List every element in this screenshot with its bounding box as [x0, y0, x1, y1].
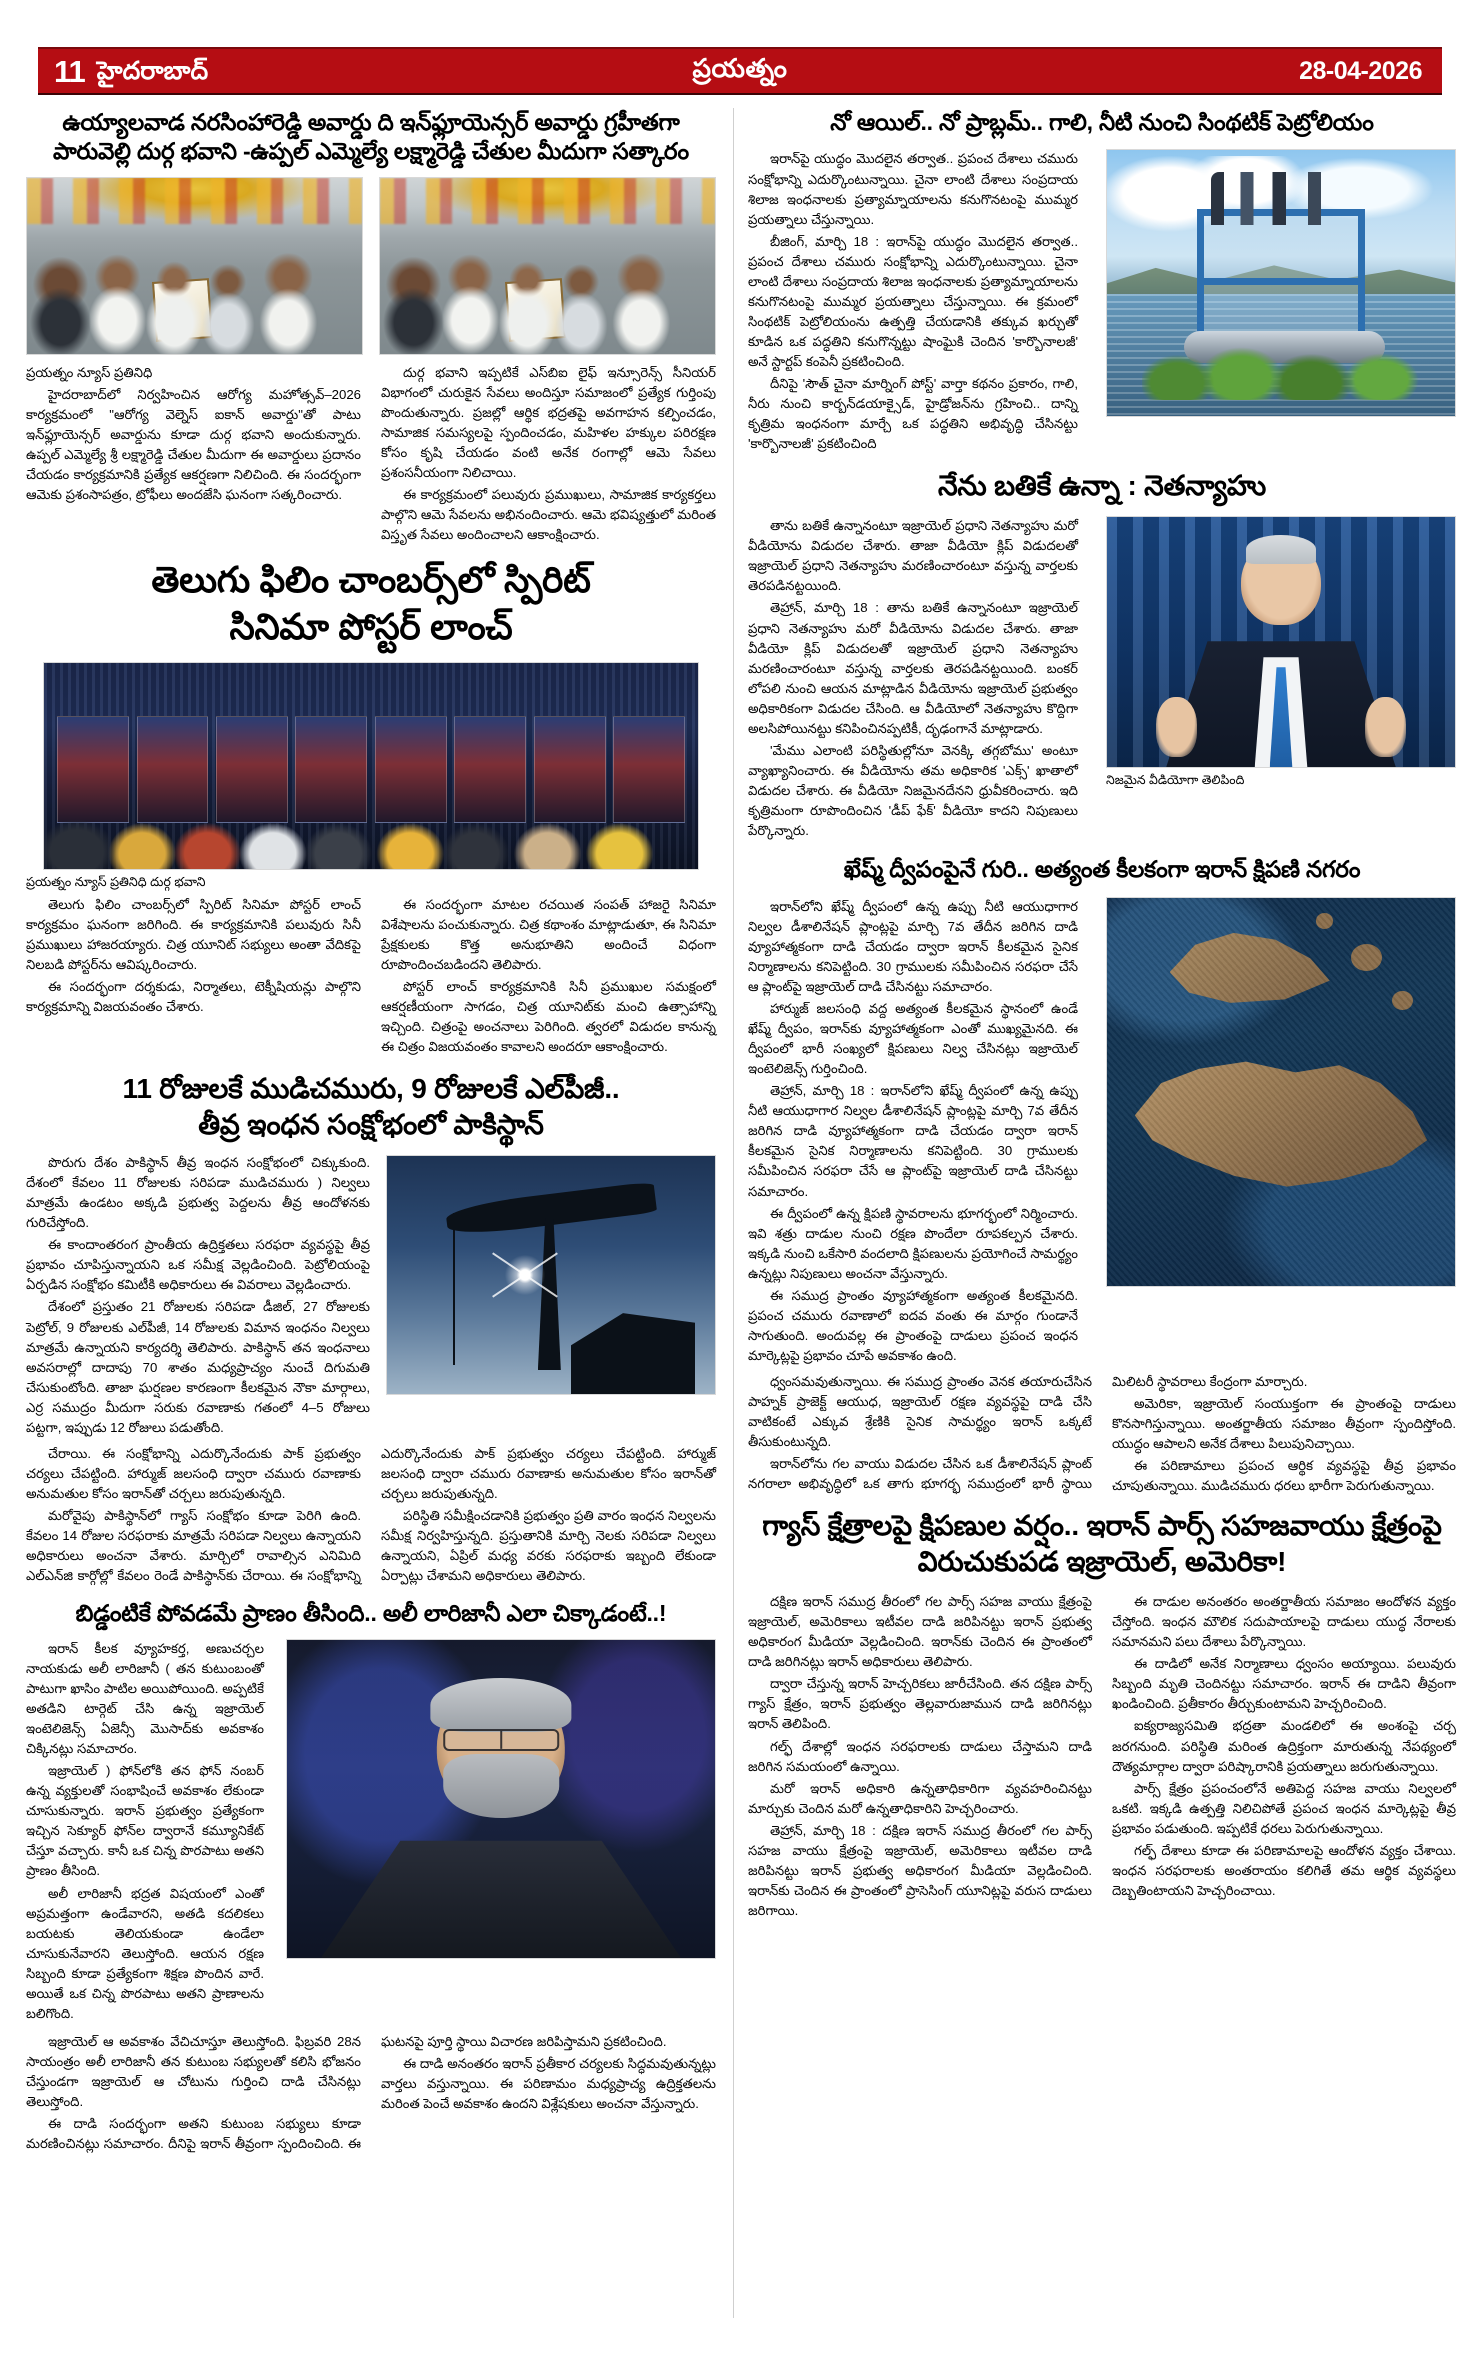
- eyeglasses: [443, 1729, 559, 1751]
- paragraph: ఈ కార్యక్రమంలో పలువురు ప్రముఖులు, సామాజిక కార్యకర్తలు పాల్గొని ఆమె సేవలను అభినందించారు. ఆమె భవిష్యత్తులో మరింత విస్తృత సేవలు అందించాలని ఆకాంక్షించారు.: [381, 487, 716, 543]
- paragraph: ఈ పరిణామాలు ప్రపంచ ఆర్థిక వ్యవస్థపై తీవ్ర ప్రభావం చూపుతున్నాయి. ముడిచమురు ధరలు భారీగా పెరుగుతున్నాయి.: [1112, 1458, 1456, 1494]
- oil-derrick-pumpjack-photo: [386, 1155, 716, 1395]
- paragraph: ఇజ్రాయెల్ ) ఫోన్‌లోకి తన ఫోన్ నంబర్ ఉన్న వ్యక్తులతో సంభాషించే అవకాశం లేకుండా చూసుకున్నారు. ఇరాన్ ప్రభుత్వం ప్రత్యేకంగా ఇచ్చిన సెక్యూర్ ఫోన్‌ల ద్వారానే కమ్యూనికేట్ చేస్తూ వచ్చారు. కానీ ఒక చిన్న పొరపాటు అతని ప్రాణం తీసింది.: [26, 1763, 264, 1879]
- paragraph: హైదరాబాద్‌లో నిర్వహించిన ఆరోగ్య మహోత్సవ్‌–2026 కార్యక్రమంలో "ఆరోగ్య వెల్నెస్ ఐకాన్ అవార్డు"తో పాటు ఇన్‌ఫ్లూయెన్సర్ అవార్డును కూడా దుర్గ భవాని అందుకున్నారు. ఉప్పల్ ఎమ్మెల్యే శ్రీ లక్ష్మారెడ్డి చేతుల మీదుగా ఈ అవార్డులు ప్రదానం చేయడం కార్యక్రమానికి ప్రత్యేక ఆకర్షణగా నిలిచింది. ఈ సందర్భంగా ఆమెకు ప్రశంసాపత్రం, ట్రోఫీలు అందజేసి ఘనంగా సత్కరించారు.: [26, 386, 361, 503]
- paragraph: 'మేము ఎలాంటి పరిస్థితుల్లోనూ వెనక్కి తగ్గబోము' అంటూ వ్యాఖ్యానించారు. ఈ వీడియోను తమ అధికారిక 'ఎక్స్' ఖాతాలో విడుదల చేశారు. ఈ వీడియో నిజమైనదేనని ధ్రువీకరించారు. ఇది కృత్రిమంగా రూపొందించిన 'డీప్ ఫేక్' వీడియో కాదని నిపుణులు పేర్కొన్నారు.: [748, 742, 1078, 839]
- paragraph: ఇజ్రాయెల్ ఆ అవకాశం వేచిచూస్తూ తెలుస్తోంది. ఫిబ్రవరి 28న సాయంత్రం అలీ లారిజానీ తన కుటుంబ సభ్యులతో కలిసి భోజనం చేస్తుండగా ఇజ్రాయెల్ ఆ చోటును గుర్తించి దాడి చేసినట్లు తెలుస్తోంది.: [26, 2033, 361, 2110]
- netanyahu-body-wrap: [748, 516, 1456, 843]
- paragraph: అలీ లారిజానీ భద్రత విషయంలో ఎంతో అప్రమత్తంగా ఉండేవారని, అతడి కదలికలు బయటకు తెలియకుండా ఉండేలా చూసుకునేవారని తెలుస్తోంది. ఆయన రక్షణ సిబ్బంది కూడా ప్రత్యేకంగా శిక్షణ పొందిన వారే. అయితే ఒక చిన్న పొరపాటు అతని ప్రాణాలను బలిగొంది.: [26, 1885, 264, 2021]
- larijani-body-wrap: [26, 1639, 716, 2026]
- article-gas-fields: [748, 1508, 1456, 1921]
- left-column: [26, 108, 716, 2166]
- attendees-row: [44, 774, 698, 869]
- paragraph: తాను బతికే ఉన్నానంటూ ఇజ్రాయెల్ ప్రధాని నెతన్యాహు మరో వీడియోను విడుదల చేశారు. తాజా వీడియో క్లిప్ విడుదలతో ఇజ్రాయెల్ ప్రధాని నెతన్యాహు మరణించారంటూ వస్తున్న వార్తలకు తెరపడినట్టయింది.: [748, 518, 1078, 594]
- edition-city: హైదరాబాద్: [96, 56, 209, 85]
- reactor-tanks: [1211, 172, 1357, 225]
- pakistan-headline-line2: తీవ్ర ఇంధన సంక్షోభంలో పాకిస్థాన్: [198, 1109, 544, 1141]
- film-body-text: [26, 895, 716, 1058]
- certificate-frame: [152, 278, 213, 342]
- award-headline-line2: పారువెల్లి దుర్గ భవాని -ఉప్పల్ ఎమ్మెల్యే లక్ష్మారెడ్డి చేతుల మీదుగా సత్కారం: [53, 138, 689, 165]
- paragraph: గల్ఫ్ దేశాల్లో ఇంధన సరఫరాలకు దాడులు చేస్తామని దాడి జరిగిన సమయంలో ఉన్నాయి.: [748, 1738, 1092, 1774]
- synthetic-fuel-body-wrap: [748, 149, 1456, 456]
- award-headline-line1: ఉయ్యాలవాడ నరసింహారెడ్డి అవార్డు ది ఇన్‌ఫ్లూయెన్సర్ అవార్డు గ్రహీతగా: [62, 109, 680, 135]
- paragraph: పార్స్ క్షేత్రం ప్రపంచంలోనే అతిపెద్ద సహజ వాయు నిల్వలలో ఒకటి. ఇక్కడి ఉత్పత్తి నిలిచిపోతే ప్రపంచ ఇంధన మార్కెట్లపై తీవ్ర ప్రభావం పడుతుంది. ఇప్పటికే ధరలు పెరుగుతున్నాయి.: [1112, 1780, 1456, 1836]
- paragraph: ధ్వంసమవుతున్నాయి. ఈ సముద్ర ప్రాంతం వెనక తయారుచేసిన పాహ్నక్ ప్రాజెక్ట్ ఆయుధ, ఇజ్రాయెల్ రక్షణ వ్యవస్థపై దాడి చేసి వాటికంటే ఎక్కువ శ్రేణికి సైనిక సామర్థ్యం ఇరాన్ ఒక్కటే తీసుకుంటున్నది.: [748, 1374, 1092, 1450]
- award-ceremony-photo-left: [26, 177, 363, 355]
- qeshm-body-left: [748, 897, 1078, 1366]
- paragraph: ఇరాన్‌లోను గల వాయు విడుదల చేసిన ఒక డీశాలినేషన్ ప్లాంట్ నగరాలా అభివృద్ధిలో ఒక తాగు భూగర్భ సముద్రంలో భారీ స్థాయి మిలిటరీ స్థావరాలు కేంద్రంగా మార్చారు.: [748, 1374, 1308, 1492]
- paragraph: ఈ దాడి సందర్భంగా అతని కుటుంబ సభ్యులు కూడా మరణించినట్లు సమాచారం. దీనిపై ఇరాన్ తీవ్రంగా స్పందించింది. ఈ ఘటనపై పూర్తి స్థాయి విచారణ జరిపిస్తామని ప్రకటించింది.: [26, 2033, 667, 2152]
- paragraph: దేశంలో ప్రస్తుతం 21 రోజులకు సరిపడా డీజిల్, 27 రోజులకు పెట్రోల్, 9 రోజులకు ఎల్‌పీజీ, 14 రోజులకు విమాన ఇంధనం నిల్వలు మాత్రమే ఉన్నాయని కార్యదర్శి తెలిపారు. పాకిస్థాన్ తన ఇంధనాలు అవసరాల్లో దాదాపు 70 శాతం మధ్యప్రాచ్యం నుంచే దిగుమతి చేసుకుంటోంది. తాజా ఘర్షణల కారణంగా కీలకమైన నౌకా మార్గాలు, ఎర్ర సముద్రం మీదుగా సరుకు రవాణాకు గతంలో 4–5 రోజులు పట్టగా, ఇప్పుడు 12 రోజులు పడుతోంది.: [26, 1299, 370, 1435]
- article-larijani: [26, 1599, 716, 2154]
- paragraph: ఇరాన్‌లోని ఖేష్మ్ ద్వీపంలో ఉన్న ఉప్పు నీటి ఆయుధాగార నిల్వల డీశాలినేషన్ ప్లాంట్లపై మార్చి 7వ తేదీన జరిగిన దాడి వ్యూహాత్మకంగా దాడి చేయడం ద్వారా ఇరాన్ కీలకమైన సైనిక నిర్మాణాలను కనిపెట్టింది. 30 గ్రాములకు సమీపించిన సరఫరా చేసే ఆ ప్లాంట్‌పై ఇజ్రాయెల్ దాడి చేసినట్టు సమాచారం.: [748, 898, 1078, 994]
- paragraph: ఐక్యరాజ్యసమితి భద్రతా మండలిలో ఈ అంశంపై చర్చ జరగనుంది. పరిస్థితి మరింత ఉద్రిక్తంగా మారుతున్న నేపథ్యంలో దౌత్యమార్గాల ద్వారా పరిష్కారానికి ప్రయత్నాలు జరుగుతున్నాయి.: [1112, 1718, 1456, 1774]
- qeshm-body-right: [748, 1372, 1456, 1496]
- pumpjack-silhouette: [387, 1156, 715, 1394]
- newspaper-title: ప్రయత్నం: [692, 52, 788, 83]
- ali-larijani-portrait-photo: [286, 1639, 716, 1959]
- paragraph: తెహ్రాన్, మార్చి 18 : దక్షిణ ఇరాన్ సముద్ర తీరంలో గల పార్స్ సహజ వాయు క్షేత్రంపై ఇజ్రాయెల్, అమెరికాలు ఇటీవల దాడి జరిపినట్టు ఇరాన్ ప్రభుత్వ అధికారంగ మీడియా వెల్లడించింది. ఇరాన్‌కు చెందిన ఈ ప్రాంతంలో ప్రాసెసింగ్ యూనిట్లపై వరుస దాడులు జరిగాయి.: [748, 1822, 1092, 1919]
- article-qeshm-island: [748, 855, 1456, 1496]
- masthead-banner: [38, 47, 1442, 95]
- paragraph: ఈ దాడుల అనంతరం అంతర్జాతీయ సమాజం ఆందోళన వ్యక్తం చేస్తోంది. ఇంధన మౌలిక సదుపాయాలపై దాడులు యుద్ధ నేరాలకు సమానమని పలు దేశాలు పేర్కొన్నాయి.: [1112, 1594, 1456, 1650]
- sun-flare: [502, 1252, 548, 1298]
- award-ceremony-photo-right: [379, 177, 716, 355]
- netanyahu-video-address-photo: [1106, 516, 1456, 768]
- synthetic-fuel-headline: నో ఆయిల్.. నో ప్రాబ్లమ్.. గాలి, నీటి నుంచి సింథటిక్ పెట్రోలియం: [830, 109, 1374, 135]
- beard: [443, 1754, 559, 1818]
- film-photo-caption: ప్రయత్నం న్యూస్ ప్రతినిధి దుర్గ భవాని: [26, 874, 206, 889]
- paragraph: ఇరాన్ కీలక వ్యూహకర్త, అణుచర్చల నాయకుడు అలీ లారిజానీ ( తన కుటుంబంతో పాటుగా ఖాసిం పాటిల అయిపోయింది. అప్పటికే అతడిని టార్గెట్ చేసి ఉన్న ఇజ్రాయెల్ ఇంటెలిజెన్స్ ఏజెన్సీ మొసాద్‌కు అవకాశం చిక్కినట్లు సమాచారం.: [26, 1640, 264, 1757]
- hair: [430, 1678, 571, 1732]
- netanyahu-headline: నేను బతికే ఉన్నా : నెతన్యాహు: [937, 470, 1267, 502]
- article-synthetic-fuel: [748, 108, 1456, 456]
- qeshm-island-satellite-photo: [1106, 897, 1456, 1287]
- paragraph: తెహ్రాన్, మార్చి 18 : తాను బతికే ఉన్నానంటూ ఇజ్రాయెల్ ప్రధాని నెతన్యాహు మరో వీడియోను విడుదల చేశారు. తాజా వీడియో క్లిప్ విడుదలతో ఇజ్రాయెల్ ప్రధాని నెతన్యాహు మరణించారంటూ వస్తున్న వార్తలకు తెరపడినట్టయింది. బంకర్ లోపలి నుంచి ఆయన మాట్లాడిన వీడియోను ఇజ్రాయెల్ ప్రభుత్వం అధికారికంగా విడుదల చేసింది. ఆ వీడియోలో నెతన్యాహు కొద్దిగా అలసిపోయినట్టు కనిపించినప్పటికీ, దృఢంగానే మాట్లాడారు.: [748, 600, 1078, 736]
- gas-fields-headline-line2: విరుచుకుపడ ఇజ్రాయెల్, అమెరికా!: [917, 1546, 1287, 1578]
- paragraph: దక్షిణ ఇరాన్ సముద్ర తీరంలో గల పార్స్ సహజ వాయు క్షేత్రంపై ఇజ్రాయెల్, అమెరికాలు ఇటీవల దాడి జరిపినట్టు ఇరాన్ ప్రభుత్వ అధికారంగ మీడియా వెల్లడించింది. ఇరాన్‌కు చెందిన ఈ ప్రాంతంలో దాడి జరిగినట్లు ఇరాన్ అధికారులు తెలిపారు.: [748, 1594, 1092, 1670]
- paragraph: ఈ కాందాంతరంగ ప్రాంతీయ ఉద్రిక్తతలు సరఫరా వ్యవస్థపై తీవ్ర ప్రభావం చూపిస్తున్నాయని ఒక సమీక్ష వెల్లడించింది. పెట్రోలియంపై ఏర్పడిన సంక్షోభం కమిటీకి అధికారులు ఈ వివరాలు వెల్లడించారు.: [26, 1237, 370, 1293]
- paragraph: ఈ దాడి అనంతరం ఇరాన్ ప్రతీకార చర్యలకు సిద్ధమవుతున్నట్లు వార్తలు వస్తున్నాయి. ఈ పరిణామం మధ్యప్రాచ్య ఉద్రిక్తతలను మరింత పెంచే అవకాశం ఉందని విశ్లేషకులు అంచనా వేస్తున్నారు.: [381, 2056, 716, 2112]
- qeshm-body-wrap: [748, 897, 1456, 1368]
- award-body-text: [26, 363, 716, 546]
- right-column: [748, 108, 1456, 1933]
- synthetic-fuel-floating-plant-photo: [1106, 149, 1456, 417]
- paragraph: పొరుగు దేశం పాకిస్థాన్ తీవ్ర ఇంధన సంక్షోభంలో చిక్కుకుంది. దేశంలో కేవలం 11 రోజులకు సరిపడా ముడిచమురు ) నిల్వలు మాత్రమే ఉండటం అక్కడి ప్రభుత్వ పెద్దలను తీవ్ర ఆందోళనకు గురిచేస్తోంది.: [26, 1155, 370, 1231]
- paragraph: దుర్గ భవాని ఇప్పటికే ఎస్‌బిఐ లైఫ్ ఇన్సూరెన్స్ సీనియర్ విభాగంలో చురుకైన సేవలు అందిస్తూ సమాజంలో ప్రత్యేక గుర్తింపు పొందుతున్నారు. ప్రజల్లో ఆర్థిక భద్రతపై అవగాహన కల్పించడం, సామాజిక సమస్యలపై స్పందించడం, మహిళల హక్కుల పరిరక్షణ కోసం కృషి చేయడం వంటి అనేక రంగాల్లో ఆమె సేవలు ప్రశంసనీయంగా నిలిచాయి.: [381, 364, 716, 481]
- spirit-movie-poster-launch-photo: [43, 662, 699, 870]
- paragraph: మరో ఇరాన్ అధికారి ఉన్నతాధికారిగా వ్యవహరించినట్టు మార్చుకు చెందిన మరో ఉన్నతాధికారిని హెచ్చరించారు.: [748, 1780, 1092, 1816]
- film-headline-line1: తెలుగు ఫిలిం చాంబర్స్‌లో స్పిరిట్: [151, 559, 591, 601]
- paragraph: తెలుగు ఫిలిం చాంబర్స్‌లో స్పిరిట్ సినిమా పోస్టర్ లాంచ్ కార్యక్రమం ఘనంగా జరిగింది. ఈ కార్యక్రమానికి పలువురు సినీ ప్రముఖులు హాజరయ్యారు. చిత్ర యూనిట్ సభ్యులు అంతా వేదికపై నిలబడి పోస్టర్‌ను ఆవిష్కరించారు.: [26, 896, 361, 973]
- paragraph: ఈ ద్వీపంలో ఉన్న క్షిపణి స్థావరాలను భూగర్భంలో నిర్మించారు. ఇవి శత్రు దాడుల నుంచి రక్షణ పొందేలా రూపకల్పన చేశారు. ఇక్కడి నుంచి ఒకేసారి వందలాది క్షిపణులను ప్రయోగించే సామర్థ్యం ఉన్నట్లు నిపుణులు అంచనా వేస్తున్నారు.: [748, 1205, 1078, 1281]
- paragraph: ఈ సందర్భంగా దర్శకుడు, నిర్మాతలు, టెక్నీషియన్లు పాల్గొని కార్యక్రమాన్ని విజయవంతం చేశారు.: [26, 979, 361, 1015]
- page-number: 11: [54, 53, 85, 89]
- larijani-headline: బిడ్డంటికే పోవడమే ప్రాణం తీసింది.. అలీ లారిజానీ ఎలా చిక్కాడంటే..!: [75, 1600, 667, 1627]
- paragraph: చేరాయి. ఈ సంక్షోభాన్ని ఎదుర్కొనేందుకు పాక్ ప్రభుత్వం చర్యలు చేపట్టింది. హార్ముజ్ జలసంధి ద్వారా చమురు రవాణాకు అనుమతుల కోసం ఇరాన్‌తో చర్చలు జరుపుతున్నది.: [26, 1445, 361, 1501]
- article-award: [26, 108, 716, 545]
- larijani-body-left: [26, 1639, 264, 2024]
- paragraph: ఇరాన్‌పై యుద్ధం మొదలైన తర్వాత.. ప్రపంచ దేశాలు చమురు సంక్షోభాన్ని ఎదుర్కొంటున్నాయి. చైనా లాంటి దేశాలు సంప్రదాయ శిలాజ ఇంధనాలకు ప్రత్యామ్నాయాలను కనుగొనటంపై ముమ్మర ప్రయత్నాలు చేస్తున్నాయి.: [748, 151, 1078, 227]
- paragraph: ద్వారా చేస్తున్న ఇరాన్ హెచ్చరికలు జారీచేసింది. తన దక్షిణ పార్స్ గ్యాస్ క్షేత్రం, ఇరాన్ ప్రభుత్వం తెల్లవారుజామున దాడి జరిగినట్లు ఇరాన్ తెలిపింది.: [748, 1676, 1092, 1732]
- netanyahu-body-text: [748, 516, 1078, 841]
- pakistan-body-text-continued: [26, 1444, 716, 1587]
- paragraph: తెహ్రాన్, మార్చి 18 : ఇరాన్‌లోని ఖేష్మ్ ద్వీపంలో ఉన్న ఉప్పు నీటి ఆయుధాగార నిల్వల డీశాలినేషన్ ప్లాంట్లపై మార్చి 7వ తేదీన జరిగిన దాడి వ్యూహాత్మకంగా దాడి చేయడం ద్వారా ఇరాన్ కీలకమైన సైనిక నిర్మాణాలను కనిపెట్టింది. 30 గ్రాములకు సమీపించిన సరఫరా చేసే ఆ ప్లాంట్‌పై ఇజ్రాయెల్ దాడి చేసినట్టు సమాచారం.: [748, 1083, 1078, 1199]
- paragraph: ఈ సముద్ర ప్రాంతం వ్యూహాత్మకంగా అత్యంత కీలకమైనది. ప్రపంచ చమురు రవాణాలో ఐదవ వంతు ఈ మార్గం గుండానే సాగుతుంది. అందువల్ల ఈ ప్రాంతంపై దాడులు ప్రపంచ ఇంధన మార్కెట్లపై ప్రభావం చూపే అవకాశం ఉంది.: [748, 1287, 1078, 1364]
- left-hand: [1156, 697, 1198, 757]
- synthetic-fuel-body-text: [748, 149, 1078, 454]
- paragraph: బీజింగ్, మార్చి 18 : ఇరాన్‌పై యుద్ధం మొదలైన తర్వాత.. ప్రపంచ దేశాలు చమురు సంక్షోభాన్ని ఎదుర్కొంటున్నాయి. చైనా లాంటి దేశాలు సంప్రదాయ శిలాజ ఇంధనాలకు ప్రత్యామ్నాయాలను కనుగొనటంపై ముమ్మర ప్రయత్నాలు చేస్తున్నాయి. ఈ క్రమంలో సింథటిక్ పెట్రోలియంను ఉత్పత్తి చేయడానికి తక్కువ ఖర్చుతో కూడిన ఒక పద్ధతిని కనుగొన్నట్టు షాంఘైకి చెందిన 'కార్బొనాలజీ' అనే స్టార్టప్ కంపెనీ ప్రకటించింది.: [748, 233, 1078, 370]
- column-divider: [733, 108, 734, 2318]
- paragraph: మరోవైపు పాకిస్థాన్‌లో గ్యాస్ సంక్షోభం కూడా పెరిగి ఉంది. కేవలం 14 రోజుల సరఫరాకు మాత్రమే సరిపడా నిల్వలు ఉన్నాయని అధికారులు అంచనా వేశారు. మార్చిలో రావాల్సిన ఎనిమిది ఎల్‌ఎన్‌జి కార్గోల్లో కేవలం రెండే పాకిస్థాన్‌కు చేరాయి. ఈ సంక్షోభాన్ని ఎదుర్కొనేందుకు పాక్ ప్రభుత్వం చర్యలు చేపట్టింది. హార్ముజ్ జలసంధి ద్వారా చమురు రవాణాకు అనుమతుల కోసం ఇరాన్‌తో చర్చలు జరుపుతున్నది.: [26, 1445, 716, 1584]
- paragraph: హార్ముజ్ జలసంధి వద్ద అత్యంత కీలకమైన స్థానంలో ఉండే ఖేష్మ్ ద్వీపం, ఇరాన్‌కు వ్యూహాత్మకంగా ఎంతో ముఖ్యమైనది. ఈ ద్వీపంలో భారీ సంఖ్యలో క్షిపణులు నిల్వ చేసినట్లు ఇజ్రాయెల్ ఇంటెలిజెన్స్ గుర్తించింది.: [748, 1000, 1078, 1077]
- larijani-body-bottom: [26, 2032, 716, 2154]
- right-hand: [1365, 697, 1407, 757]
- article-film-poster-launch: [26, 557, 716, 1057]
- gas-fields-headline-line1: గ్యాస్ క్షేత్రాలపై క్షిపణుల వర్షం.. ఇరాన్ పార్స్ సహజవాయు క్షేత్రంపై: [762, 1510, 1442, 1542]
- pakistan-headline-line1: 11 రోజులకే ముడిచమురు, 9 రోజులకే ఎల్‌పీజీ..: [122, 1073, 620, 1105]
- article-netanyahu: [748, 468, 1456, 843]
- gas-fields-body-text: [748, 1592, 1456, 1921]
- article-pakistan-fuel-crisis: [26, 1071, 716, 1587]
- vegetation: [1142, 342, 1434, 401]
- paragraph: దీనిపై 'సౌత్ చైనా మార్నింగ్ పోస్ట్' వార్తా కథనం ప్రకారం, గాలి, నీరు నుంచి కార్బన్‌డయాక్సైడ్, హైడ్రోజన్‌ను గ్రహించి.. దాన్ని కృత్రిమ ఇంధనంగా మార్చే ఒక పద్ధతిని అభివృద్ధి చేసినట్టు 'కార్బొనాలజీ' ప్రకటించింది: [748, 376, 1078, 452]
- face: [1241, 540, 1321, 625]
- netanyahu-photo-caption: నిజమైన వీడియోగా తెలిపింది: [1106, 773, 1245, 788]
- paragraph: పోస్టర్ లాంచ్ కార్యక్రమానికి సినీ ప్రముఖుల సమక్షంలో ఆకర్షణీయంగా సాగడం, చిత్ర యూనిట్‌కు మంచి ఉత్సాహాన్ని ఇచ్చింది. చిత్రంపై అంచనాలు పెరిగింది. త్వరలో విడుదల కానున్న ఈ చిత్రం విజయవంతం కావాలని అందరూ ఆకాంక్షించారు.: [381, 979, 716, 1055]
- byline: ప్రయత్నం న్యూస్ ప్రతినిధి: [26, 364, 153, 380]
- paragraph: పరిస్థితి సమీక్షించడానికి ప్రభుత్వం ప్రతి వారం ఇంధన నిల్వలను సమీక్ష నిర్వహిస్తున్నది. ప్రస్తుతానికి మార్చి నెలకు సరిపడా నిల్వలు ఉన్నాయని, ఏప్రిల్ మధ్య వరకు సరఫరాకు ఇబ్బంది లేకుండా ఏర్పాట్లు చేశామని అధికారులు తెలిపారు.: [381, 1508, 716, 1584]
- paragraph: ఈ దాడిలో అనేక నిర్మాణాలు ధ్వంసం అయ్యాయి. పలువురు సిబ్బంది మృతి చెందినట్టు సమాచారం. ఇరాన్ ఈ దాడిని తీవ్రంగా ఖండించింది. ప్రతీకారం తీర్చుకుంటామని హెచ్చరించింది.: [1112, 1656, 1456, 1712]
- terrain-texture: [1107, 898, 1455, 1286]
- film-headline-line2: సినిమా పోస్టర్ లాంచ్: [229, 605, 513, 647]
- qeshm-headline: ఖేష్మ్ ద్వీపంపైనే గురి.. అత్యంత కీలకంగా ఇరాన్ క్షిపణి నగరం: [843, 856, 1361, 883]
- certificate-frame: [505, 278, 566, 342]
- paragraph: అమెరికా, ఇజ్రాయెల్ సంయుక్తంగా ఈ ప్రాంతంపై దాడులు కొనసాగిస్తున్నాయి. అంతర్జాతీయ సమాజం తీవ్రంగా స్పందిస్తోంది. యుద్ధం ఆపాలని అనేక దేశాలు పిలుపునిచ్చాయి.: [1112, 1396, 1456, 1452]
- paragraph: గల్ఫ్ దేశాలు కూడా ఈ పరిణామాలపై ఆందోళన వ్యక్తం చేశాయి. ఇంధన సరఫరాలకు అంతరాయం కలిగితే తమ ఆర్థిక వ్యవస్థలు దెబ్బతింటాయని హెచ్చరించాయి.: [1112, 1842, 1456, 1898]
- paragraph: ఈ సందర్భంగా మాటల రచయిత సంపత్ హాజరై సినిమా విశేషాలను పంచుకున్నారు. చిత్ర కథాంశం మాట్లాడుతూ, ఈ సినిమా ప్రేక్షకులకు కొత్త అనుభూతిని అందించే విధంగా రూపొందించబడిందని తెలిపారు.: [381, 896, 716, 973]
- publication-date: 28-04-2026: [1299, 56, 1422, 85]
- pakistan-body-wrap: [26, 1153, 716, 1440]
